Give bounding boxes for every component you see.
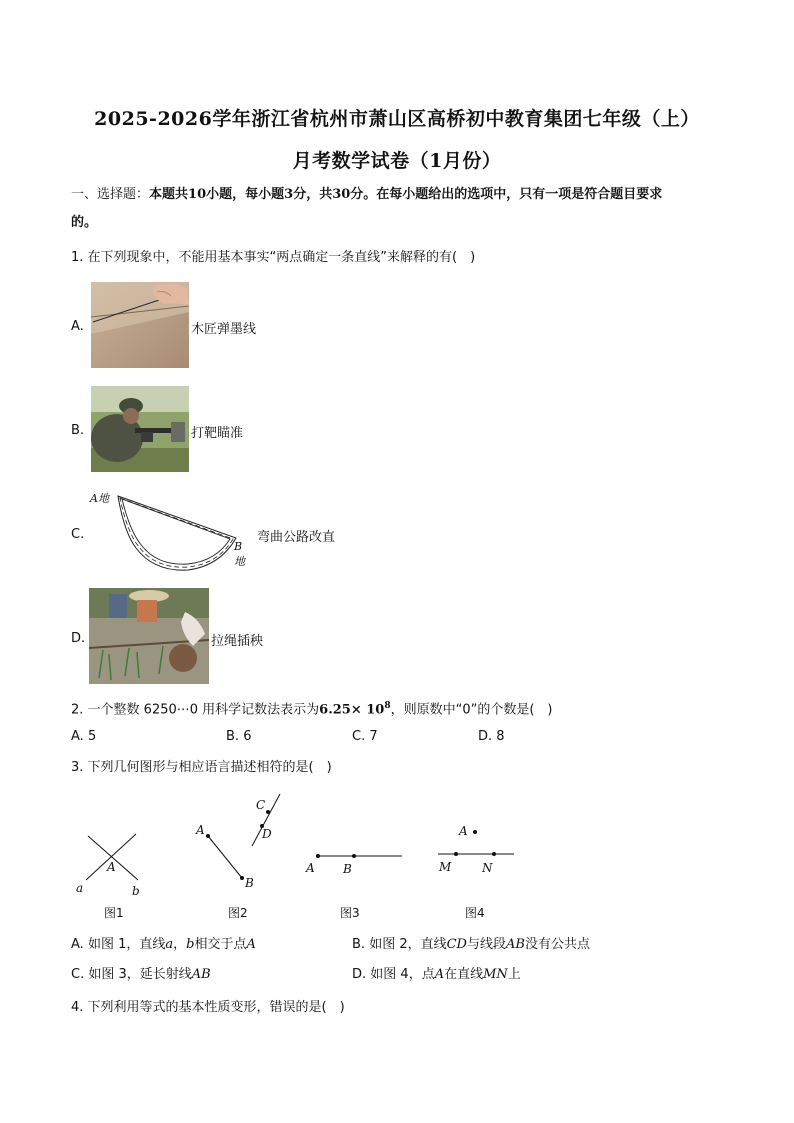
q2-sci-exponent: 8 [384,701,391,711]
curved-road-diagram [88,488,248,580]
question-3-stem: 3. 下列几何图形与相应语言描述相符的是( ) [71,760,332,775]
q3-option-b: B. 如图 2，直线CD与线段AB没有公共点 [352,937,590,952]
q3-option-a: A. 如图 1，直线a，b相交于点A [71,937,256,952]
section-intro-line2: 的。 [71,215,98,230]
q2-option-b: B. 6 [226,729,252,744]
fig2-caption: 图2 [228,906,248,920]
fig3-point-a [316,854,320,858]
q1-option-b-letter: B. [71,423,85,438]
q1-option-c-letter: C. [71,527,85,542]
section-heading: 一、选择题： [71,187,150,202]
fig2-label-b: B [245,876,254,890]
q1-option-d-letter: D. [71,631,86,646]
fig2-point-c [266,810,270,814]
question-1-stem: 1. 在下列现象中，不能用基本事实“两点确定一条直线”来解释的有( ) [71,250,476,265]
q2-option-c: C. 7 [352,729,378,744]
fig3-label-b: B [343,862,352,876]
question-4-stem: 4. 下列利用等式的基本性质变形，错误的是( ) [71,1000,345,1015]
fig1-caption: 图1 [104,906,124,920]
page-subtitle: 月考数学试卷（1月份） [292,150,502,172]
q3-figures-svg [70,788,530,928]
fig4-caption: 图4 [465,906,485,920]
fig2-segment-ab [208,836,242,878]
section-intro [71,186,662,204]
fig3-point-b [352,854,356,858]
q1-option-b-caption: 打靶瞄准 [191,426,244,441]
q3-option-d: D. 如图 4，点A在直线MN上 [352,967,521,982]
q3-figures [70,788,530,928]
q2-stem-pre: 2. 一个整数 6250⋯0 用科学记数法表示为 [71,702,320,718]
q2-sci-base: 6.25× 10 [319,702,385,718]
point-b-land-label: B地 [234,540,245,568]
page-title: 2025-2026学年浙江省杭州市萧山区高桥初中教育集团七年级（上） [94,108,700,130]
fig4-label-m: M [439,860,452,874]
q1-option-d-caption: 拉绳插秧 [211,634,264,649]
fig1-label-a-point: A [107,860,116,874]
intro-total: 30 [332,187,351,202]
q2-option-a: A. 5 [71,729,97,744]
fig3-caption: 图3 [340,906,360,920]
fig2-label-d: D [262,827,272,841]
intro-count: 10 [188,187,207,202]
fig4-point-a [473,830,477,834]
fig2-label-a: A [196,823,205,837]
fig2-label-c: C [256,798,266,812]
fig3-label-a: A [306,861,315,875]
q2-option-d: D. 8 [478,729,505,744]
q1-option-c-caption: 弯曲公路改直 [257,530,336,545]
rice-planting-rope-image [89,588,209,684]
fig4-label-a: A [459,824,468,838]
q2-stem-post: ，则原数中“0”的个数是( ) [390,702,553,718]
carpenter-ink-line-image [91,282,189,368]
fig1-label-line-a: a [76,881,84,895]
question-2-stem [71,697,552,719]
fig2-point-a [206,834,210,838]
intro-text: 分。在每小题给出的选项中，只有一项是符合题目要求 [350,187,663,202]
q3-option-c: C. 如图 3，延长射线AB [71,967,211,982]
intro-text: 小题，每小题 [206,187,285,202]
target-aiming-image [91,386,189,472]
q1-option-a-caption: 木匠弹墨线 [191,322,257,337]
fig4-point-n [492,852,496,856]
intro-text: 分，共 [293,187,333,202]
fig2-point-b [240,876,244,880]
point-a-land-label: A地 [90,492,109,505]
fig4-point-m [454,852,458,856]
q1-option-a-letter: A. [71,319,84,334]
fig1-label-line-b: b [132,884,140,898]
fig4-label-n: N [482,861,493,875]
intro-points: 3 [284,187,294,202]
intro-text: 本题共 [149,187,189,202]
